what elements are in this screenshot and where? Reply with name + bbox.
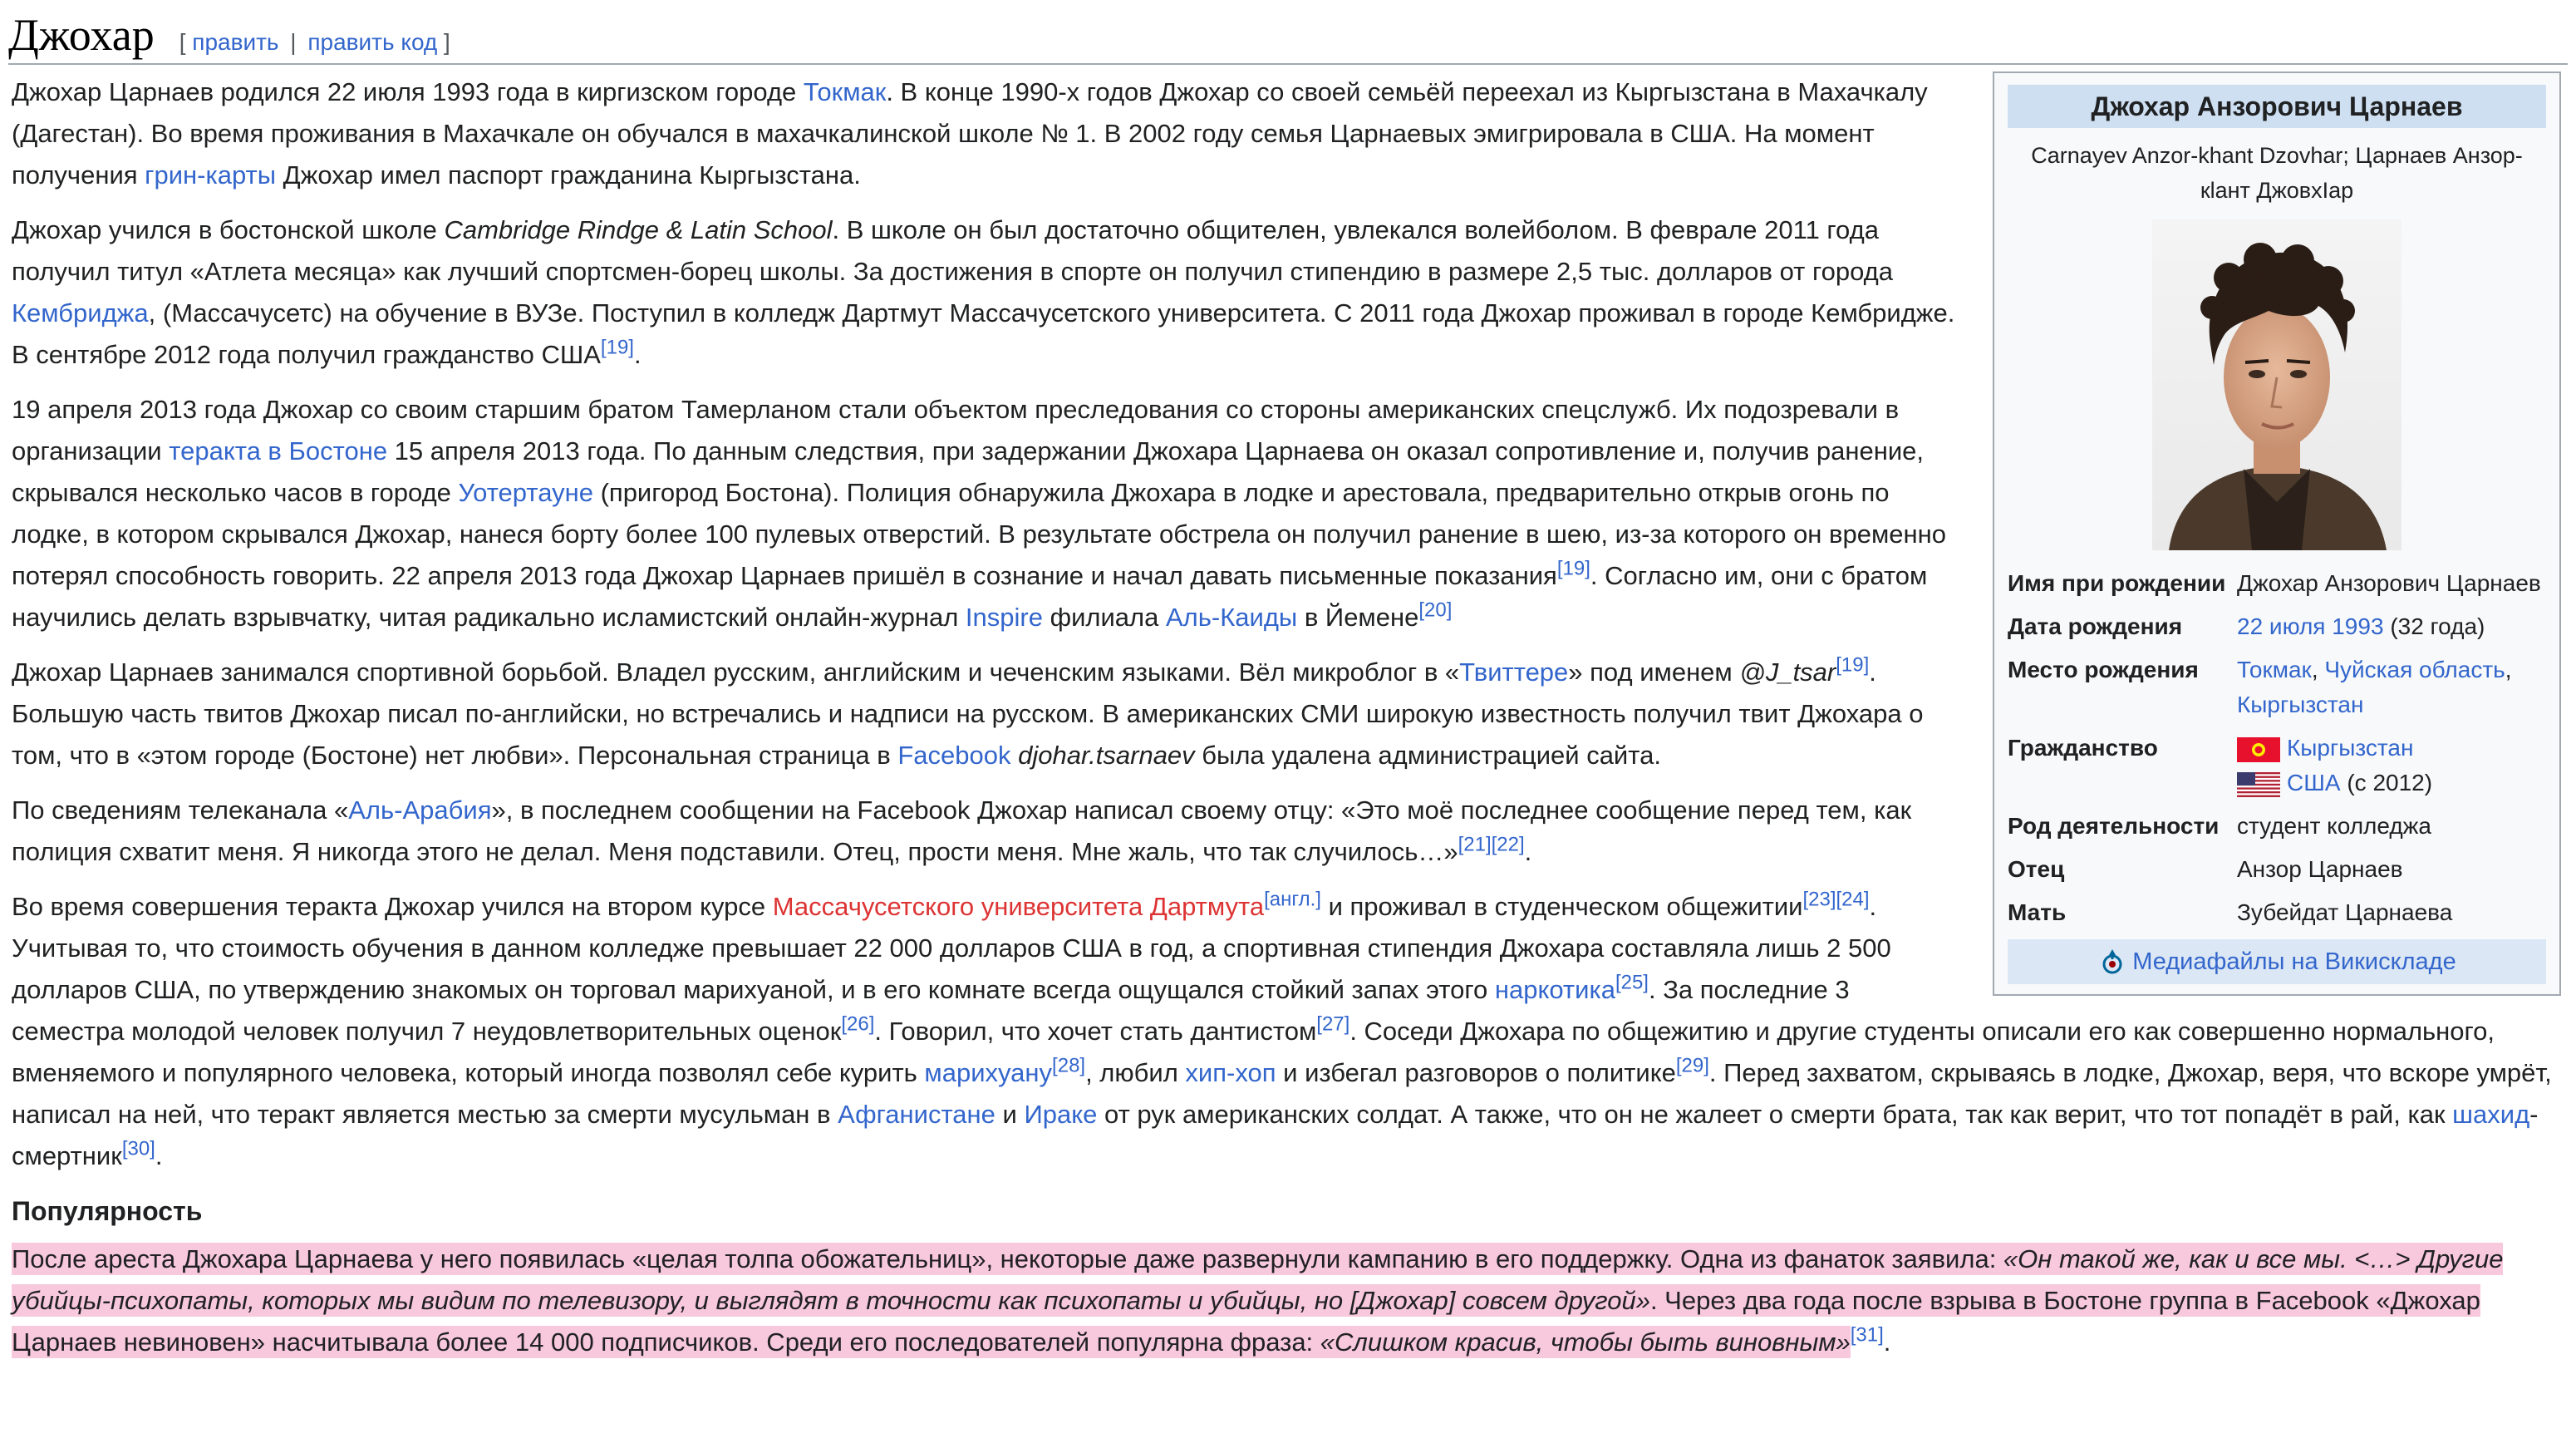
school-name: Cambridge Rindge & Latin School xyxy=(444,215,833,244)
row-label: Дата рождения xyxy=(2008,613,2183,639)
birth-date-link[interactable]: 22 июля 1993 xyxy=(2237,613,2384,639)
text: . Соседи Джохара по общежитию и другие студенты описали его как совершенно нормального, вменяемого и популярного человека, который иногда позволял себе курить xyxy=(12,1017,2495,1087)
ref-23[interactable]: [23] xyxy=(1802,888,1836,911)
iraq-link[interactable]: Ираке xyxy=(1024,1100,1098,1129)
twitter-link[interactable]: Твиттере xyxy=(1459,658,1569,687)
row-label: Мать xyxy=(2008,899,2067,925)
facebook-link[interactable]: Facebook xyxy=(897,741,1011,770)
usa-flag-icon xyxy=(2237,772,2280,797)
text: Джохар Царнаев занимался спортивной борьбой. Владел русским, английским и чеченским языками. Вёл микроблог в « xyxy=(12,658,1460,687)
green-card-link[interactable]: грин-карты xyxy=(145,160,277,190)
row-label: Имя при рождении xyxy=(2008,570,2226,596)
ref-21[interactable]: [21] xyxy=(1458,833,1492,856)
edit-source-link[interactable]: править код xyxy=(307,29,438,55)
ref-22[interactable]: [22] xyxy=(1491,833,1525,856)
ref-27[interactable]: [27] xyxy=(1316,1012,1350,1036)
infobox-row-father xyxy=(2008,848,2546,891)
text: . xyxy=(1524,837,1532,866)
text: была удалена администрацией сайта. xyxy=(1194,741,1661,770)
text: . Перед захватом, скрываясь в лодке, Джохар, веря, что вскоре умрёт, написал на ней, что теракт является местью за смерти мусульман в xyxy=(12,1058,2552,1129)
kyrgyzstan-link[interactable]: Кыргызстан xyxy=(2237,692,2364,717)
popular-phrase: «Слишком красив, чтобы быть виновным» xyxy=(1320,1327,1851,1357)
citizenship-year: (с 2012) xyxy=(2347,770,2433,795)
ref-31[interactable]: [31] xyxy=(1850,1323,1884,1347)
infobox-row-birth-name xyxy=(2008,562,2546,605)
ref-24[interactable]: [24] xyxy=(1836,888,1870,911)
edit-links xyxy=(179,29,450,56)
text: . Согласно им, они с братом научились делать взрывчатку, читая радикально исламистский онлайн-журнал xyxy=(12,561,1928,632)
inspire-link[interactable]: Inspire xyxy=(965,603,1043,632)
text xyxy=(1011,741,1019,770)
text: и xyxy=(995,1100,1025,1129)
text: филиала xyxy=(1042,603,1166,632)
text: . xyxy=(1883,1327,1891,1357)
fan-quote: «Он такой же, как и все мы. <…> Другие убийцы-психопаты, которых мы видим по телевизору, и выглядят в точности как психопаты и убийцы, но [Джохар] совсем другой» xyxy=(12,1244,2504,1315)
row-value xyxy=(2232,648,2546,726)
text: , (Массачусетс) на обучение в ВУЗе. Поступил в колледж Дартмут Массачусетского университета. С 2011 года Джохар проживал в городе Кембридже. В сентябре 2012 года получил гражданство США xyxy=(12,298,1955,369)
comma: , xyxy=(2311,657,2318,682)
ref-25[interactable]: [25] xyxy=(1615,971,1649,994)
text: » под именем xyxy=(1568,658,1740,687)
article-content xyxy=(12,71,2561,1377)
portrait-image[interactable] xyxy=(2152,219,2401,550)
ref-29[interactable]: [29] xyxy=(1675,1054,1709,1077)
row-value: Джохар Анзорович Царнаев xyxy=(2237,570,2541,596)
cambridge-link[interactable]: Кембриджа xyxy=(12,298,149,328)
text: », в последнем сообщении на Facebook Джохар написал своему отцу: «Это моё последнее сообщение перед тем, как полиция схватит меня. Я никогда этого не делал. Меня подставили. Отец, прости меня. Мне жаль, что так случилось…» xyxy=(12,795,1912,866)
edit-separator: | xyxy=(290,29,297,55)
text: (пригород Бостона). Полиция обнаружила Джохара в лодке и арестовала, предварительно открыв огонь по лодке, в котором скрывался Джохар, нанеся борту более 100 пулевых отверстий. В результате обстрела он получил ранение в шею, из-за которого он временно потерял способность говорить. 22 апреля 2013 года Джохар Царнаев пришёл в сознание и начал давать письменные показания xyxy=(12,478,1947,590)
text: После ареста Джохара Царнаева у него появилась «целая толпа обожательниц», некоторые даже развернули кампанию в его поддержку. Одна из фанаток заявила: xyxy=(12,1244,2003,1273)
al-arabiya-link[interactable]: Аль-Арабия xyxy=(348,795,492,825)
comma: , xyxy=(2505,657,2512,682)
text: По сведениям телеканала « xyxy=(12,795,349,825)
kyrgyzstan-citizenship-link[interactable]: Кыргызстан xyxy=(2287,735,2414,761)
row-value: Зубейдат Царнаева xyxy=(2237,899,2453,925)
row-label: Гражданство xyxy=(2008,735,2158,761)
text: . Через два года после взрыва в Бостоне группа в Facebook «Джохар Царнаев невиновен» насчитывала более 14 000 подписчиков. Среди его последователей популярна фраза: xyxy=(12,1286,2480,1357)
infobox-title: Джохар Анзорович Царнаев xyxy=(2008,85,2546,128)
text: . xyxy=(633,340,642,369)
infobox-row-citizenship xyxy=(2008,726,2546,805)
commons-footer xyxy=(2008,939,2546,984)
text: . Большую часть твитов Джохар писал по-английски, но встречались и надписи на русском. В американских СМИ широкую известность получил твит Джохара о том, что в «этом городе (Бостоне) нет любви». Персональная страница в xyxy=(12,658,1924,770)
tokmak-link[interactable]: Токмак xyxy=(2237,657,2312,682)
text: от рук американских солдат. А также, что он не жалеет о смерти брата, так как верит, что тот попадёт в рай, как xyxy=(1097,1100,2453,1129)
infobox-table xyxy=(2008,562,2546,934)
highlighted-text xyxy=(12,1243,2503,1358)
infobox-row-mother xyxy=(2008,891,2546,934)
text: Во время совершения теракта Джохар учился на втором курсе xyxy=(12,892,773,921)
shahid-link[interactable]: шахид xyxy=(2452,1100,2530,1129)
row-value: Анзор Царнаев xyxy=(2237,856,2403,882)
text: Джохар учился в бостонской школе xyxy=(12,215,445,244)
chui-region-link[interactable]: Чуйская область xyxy=(2324,657,2505,682)
english-interwiki-link[interactable]: [англ.] xyxy=(1264,888,1321,911)
row-value: студент колледжа xyxy=(2237,813,2431,839)
row-label: Отец xyxy=(2008,856,2065,882)
paragraph-7-highlighted xyxy=(12,1239,2561,1363)
text: 15 апреля 2013 года. По данным следствия, при задержании Джохара Царнаева он оказал сопротивление и, получив ранение, скрывался несколько часов в городе xyxy=(12,436,1925,507)
row-label: Род деятельности xyxy=(2008,813,2220,839)
usa-citizenship-link[interactable]: США xyxy=(2287,770,2341,795)
drug-link[interactable]: наркотика xyxy=(1494,975,1615,1004)
text: . За последние 3 семестра молодой человек получил 7 неудовлетворительных оценок xyxy=(12,975,1850,1046)
edit-bracket-close: ] xyxy=(444,29,450,55)
twitter-handle: @J_tsar xyxy=(1739,658,1836,687)
umass-dartmouth-link[interactable]: Массачусетского университета Дартмута xyxy=(772,892,1265,921)
infobox xyxy=(1993,71,2561,996)
facebook-handle: djohar.tsarnaev xyxy=(1018,741,1195,770)
boston-bombing-link[interactable]: теракта в Бостоне xyxy=(169,436,388,465)
marijuana-link[interactable]: марихуану xyxy=(924,1058,1053,1087)
citizenship-kg xyxy=(2237,731,2546,766)
ref-30[interactable]: [30] xyxy=(121,1137,155,1160)
page-title: Джохар xyxy=(8,10,155,60)
text: . В школе он был достаточно общителен, увлекался волейболом. В феврале 2011 года получил титул «Атлета месяца» как лучший спортсмен-борец школы. За достижения в спорте он получил стипендию в размере 2,5 тыс. долларов от города xyxy=(12,215,1893,286)
hip-hop-link[interactable]: хип-хоп xyxy=(1185,1058,1276,1087)
edit-bracket-open: [ xyxy=(179,29,186,55)
article-heading xyxy=(8,8,2568,65)
infobox-row-birth-date xyxy=(2008,605,2546,648)
text: Джохар имел паспорт гражданина Кыргызстана. xyxy=(276,160,861,190)
commons-link[interactable]: Медиафайлы на Викискладе xyxy=(2132,948,2456,975)
text: в Йемене xyxy=(1297,603,1419,632)
ref-26[interactable]: [26] xyxy=(841,1012,875,1036)
afghanistan-link[interactable]: Афганистане xyxy=(838,1100,995,1129)
ref-19[interactable]: [19] xyxy=(1556,557,1590,580)
ref-19[interactable]: [19] xyxy=(1836,653,1870,677)
text: . Учитывая то, что стоимость обучения в данном колледже превышает 22 000 долларов США в год, а спортивная стипендия Джохара составляла лишь 2 500 долларов США, по утверждению знакомых он торговал марихуаной, и в его комнате всегда ощущался стойкий запах этого xyxy=(12,892,1891,1004)
text: . Говорил, что хочет стать дантистом xyxy=(874,1017,1317,1046)
row-value xyxy=(2232,605,2546,648)
watertown-link[interactable]: Уотертауне xyxy=(458,478,593,507)
kyrgyzstan-flag-icon xyxy=(2237,737,2280,762)
text: и избегал разговоров о политике xyxy=(1276,1058,1676,1087)
ref-28[interactable]: [28] xyxy=(1052,1054,1086,1077)
infobox-subtitle: Carnayev Anzor-khant Dzovhar; Царнаев Анзор-кlант ДжовхIар xyxy=(2031,143,2523,203)
al-qaeda-link[interactable]: Аль-Каиды xyxy=(1165,603,1298,632)
infobox-row-birth-place xyxy=(2008,648,2546,726)
ref-20[interactable]: [20] xyxy=(1418,598,1453,622)
edit-link[interactable]: править xyxy=(192,29,279,55)
section-heading-popularity: Популярность xyxy=(12,1196,203,1226)
text: и проживал в студенческом общежитии xyxy=(1320,892,1803,921)
infobox-row-occupation xyxy=(2008,805,2546,848)
text: 19 апреля 2013 года Джохар со своим старшим братом Тамерланом стали объектом преследования со стороны американских спецслужб. Их подозревали в организации xyxy=(12,395,1900,465)
row-label: Место рождения xyxy=(2008,657,2199,682)
tokmak-link[interactable]: Токмак xyxy=(803,77,887,106)
age-text: (32 года) xyxy=(2390,613,2485,639)
text: . В конце 1990-х годов Джохар со своей семьёй переехал из Кыргызстана в Махачкалу (Дагестан). Во время проживания в Махачкале он обучался в махачкалинской школе № 1. В 2002 году семья Царнаевых эмигрировала в США. На момент получения xyxy=(12,77,1928,190)
row-value xyxy=(2232,726,2546,805)
text: . xyxy=(155,1141,163,1170)
text: , любил xyxy=(1085,1058,1186,1087)
wikimedia-commons-icon xyxy=(2097,948,2127,978)
ref-19[interactable]: [19] xyxy=(600,336,634,359)
text: Джохар Царнаев родился 22 июля 1993 года в киргизском городе xyxy=(12,77,804,106)
text: -смертник xyxy=(12,1100,2539,1170)
citizenship-us xyxy=(2237,766,2546,800)
